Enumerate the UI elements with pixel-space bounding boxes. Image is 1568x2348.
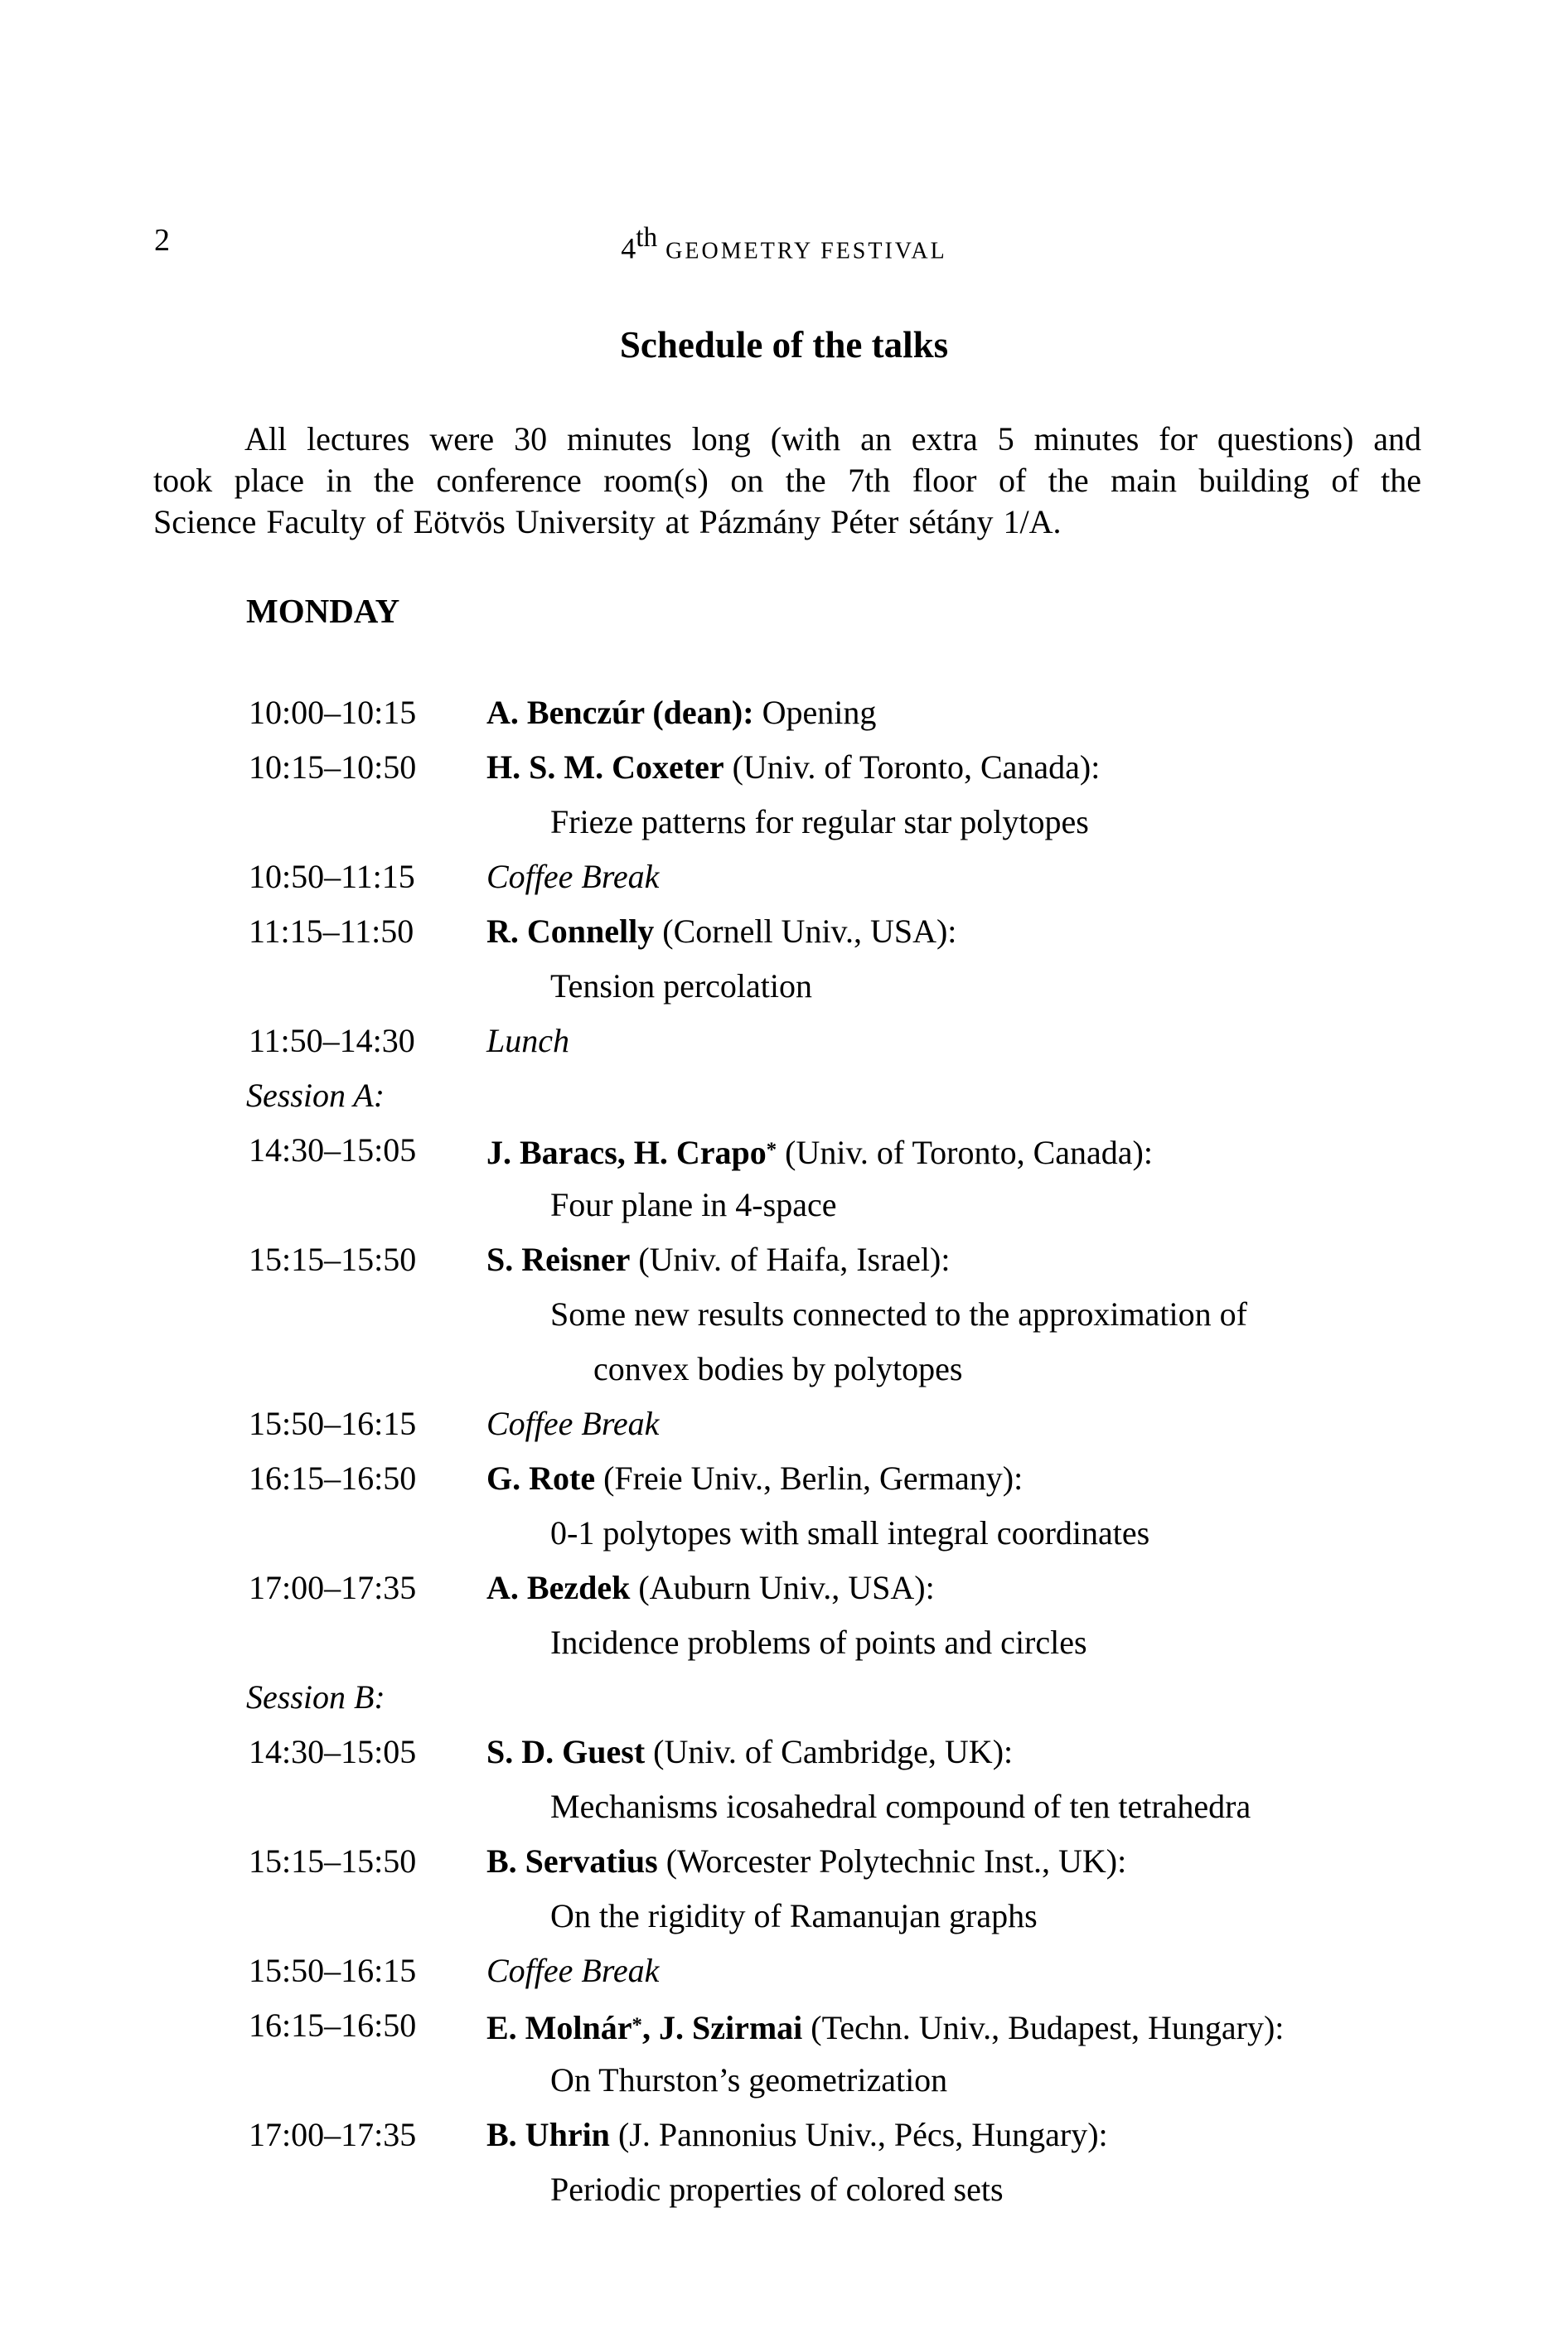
talk-title-row	[0, 1178, 1568, 1232]
affiliation: (Freie Univ., Berlin, Germany):	[595, 1460, 1024, 1497]
talk-title-row	[0, 1889, 1568, 1944]
affiliation: (Auburn Univ., USA):	[630, 1569, 935, 1606]
talk-entry	[486, 2108, 1108, 2162]
talk-title-row	[0, 959, 1568, 1014]
talk-title-line: 0-1 polytopes with small integral coordinates	[550, 1514, 1150, 1552]
time-range: 10:15–10:50	[249, 748, 417, 786]
speaker-name: G. Rote	[486, 1460, 596, 1497]
intro-line: All lectures were 30 minutes long (with an extra 5 minutes for questions) and	[244, 420, 1421, 457]
talk-entry	[486, 1834, 1126, 1889]
talk-entry	[486, 740, 1100, 795]
affiliation: (Univ. of Cambridge, UK):	[645, 1733, 1014, 1770]
time-range: 10:00–10:15	[249, 694, 417, 731]
schedule-row	[0, 2108, 1568, 2162]
running-head-title	[0, 222, 1568, 266]
talk-title-row	[0, 795, 1568, 850]
talk-title-row	[0, 1342, 1568, 1397]
speaker-name: R. Connelly	[486, 913, 655, 950]
talk-title-line: convex bodies by polytopes	[593, 1350, 963, 1387]
talk-title-line: Mechanisms icosahedral compound of ten tetrahedra	[550, 1788, 1251, 1825]
schedule-row	[0, 1232, 1568, 1287]
affiliation: (Univ. of Haifa, Israel):	[630, 1241, 951, 1278]
intro-line: Science Faculty of Eötvös University at Pázmány Péter sétány 1/A.	[153, 503, 1062, 540]
talk-title-row	[0, 1779, 1568, 1834]
speaker-name: B. Uhrin	[486, 2116, 610, 2153]
speaker-asterisk: *	[632, 2014, 642, 2036]
talk-title-line: Tension percolation	[550, 967, 812, 1005]
talk-title-line: Frieze patterns for regular star polytopes	[550, 803, 1089, 840]
speaker-name: B. Servatius	[486, 1842, 658, 1880]
time-range: 15:50–16:15	[249, 1952, 417, 1989]
break-label: Coffee Break	[486, 858, 660, 895]
session-heading: Session B:	[246, 1678, 385, 1716]
festival-name: GEOMETRY FESTIVAL	[665, 238, 947, 264]
time-range: 11:15–11:50	[249, 913, 414, 950]
speaker-name: H. S. M. Coxeter	[486, 748, 724, 786]
schedule-row	[0, 1397, 1568, 1451]
festival-number: 4	[621, 231, 636, 265]
time-range: 16:15–16:50	[249, 2007, 417, 2044]
speaker-name: J. Baracs, H. Crapo	[486, 1134, 767, 1171]
break-label: Lunch	[486, 1022, 569, 1059]
talk-entry	[486, 1397, 659, 1451]
time-range: 15:50–16:15	[249, 1405, 417, 1442]
speaker-name: E. Molnár	[486, 2009, 632, 2046]
schedule-row	[0, 1123, 1568, 1178]
talk-title-line: On Thurston’s geometrization	[550, 2061, 948, 2099]
session-heading: Session A:	[246, 1077, 385, 1114]
time-range: 14:30–15:05	[249, 1733, 417, 1770]
schedule-row	[0, 1725, 1568, 1779]
speaker-name: , J. Szirmai	[641, 2009, 803, 2046]
page-title: Schedule of the talks	[619, 324, 949, 366]
affiliation: (J. Pannonius Univ., Pécs, Hungary):	[609, 2116, 1108, 2153]
festival-number-ordinal: th	[636, 222, 658, 253]
schedule-row	[0, 685, 1568, 740]
page-number: 2	[154, 223, 170, 258]
break-label: Coffee Break	[486, 1952, 660, 1989]
schedule-row	[0, 850, 1568, 904]
talk-title-row	[0, 2162, 1568, 2217]
affiliation: (Worcester Polytechnic Inst., UK):	[657, 1842, 1127, 1880]
speaker-name: S. D. Guest	[486, 1733, 646, 1770]
speaker-name: A. Bezdek	[486, 1569, 631, 1606]
talk-title-line: On the rigidity of Ramanujan graphs	[550, 1897, 1038, 1934]
affiliation: (Cornell Univ., USA):	[654, 913, 957, 950]
talk-entry	[486, 850, 659, 904]
affiliation: (Univ. of Toronto, Canada):	[777, 1134, 1153, 1171]
intro-paragraph	[153, 419, 1421, 543]
day-heading-monday: MONDAY	[246, 592, 400, 630]
speaker-name: S. Reisner	[486, 1241, 631, 1278]
schedule-row	[0, 1998, 1568, 2053]
time-range: 17:00–17:35	[249, 1569, 417, 1606]
running-head	[0, 222, 1568, 265]
session-heading-row	[0, 1068, 1568, 1123]
affiliation: Opening	[753, 694, 877, 731]
schedule-row	[0, 1834, 1568, 1889]
schedule-row	[0, 1014, 1568, 1068]
talk-entry	[486, 685, 876, 740]
talk-title-line: Four plane in 4-space	[550, 1186, 837, 1223]
time-range: 11:50–14:30	[249, 1022, 415, 1059]
schedule-row	[0, 1944, 1568, 1998]
talk-entry	[486, 1944, 659, 1998]
talk-entry	[486, 1725, 1013, 1779]
talk-entry	[486, 1232, 950, 1287]
intro-line: took place in the conference room(s) on the 7th floor of the main building of the	[153, 462, 1421, 499]
time-range: 17:00–17:35	[249, 2116, 417, 2153]
talk-title-line: Incidence problems of points and circles	[550, 1624, 1087, 1661]
session-heading-row	[0, 1670, 1568, 1725]
talk-entry	[486, 1014, 569, 1068]
time-range: 15:15–15:50	[249, 1842, 417, 1880]
talk-title-line: Some new results connected to the approximation of	[550, 1295, 1247, 1333]
schedule-row	[0, 740, 1568, 795]
talk-entry	[486, 904, 956, 959]
talk-entry	[486, 1998, 1284, 2055]
speaker-asterisk: *	[766, 1139, 777, 1161]
time-range: 15:15–15:50	[249, 1241, 417, 1278]
time-range: 10:50–11:15	[249, 858, 415, 895]
talk-entry	[486, 1123, 1153, 1180]
schedule-list	[0, 685, 1568, 2217]
affiliation: (Univ. of Toronto, Canada):	[724, 748, 1101, 786]
schedule-row	[0, 1451, 1568, 1506]
affiliation: (Techn. Univ., Budapest, Hungary):	[802, 2009, 1285, 2046]
talk-entry	[486, 1451, 1023, 1506]
break-label: Coffee Break	[486, 1405, 660, 1442]
talk-title-line: Periodic properties of colored sets	[550, 2171, 1004, 2208]
talk-entry	[486, 1561, 935, 1615]
time-range: 16:15–16:50	[249, 1460, 417, 1497]
time-range: 14:30–15:05	[249, 1131, 417, 1169]
schedule-row	[0, 904, 1568, 959]
talk-title-row	[0, 1615, 1568, 1670]
talk-title-row	[0, 2053, 1568, 2108]
schedule-row	[0, 1561, 1568, 1615]
talk-title-row	[0, 1506, 1568, 1561]
speaker-name: A. Benczúr (dean):	[486, 694, 754, 731]
talk-title-row	[0, 1287, 1568, 1342]
